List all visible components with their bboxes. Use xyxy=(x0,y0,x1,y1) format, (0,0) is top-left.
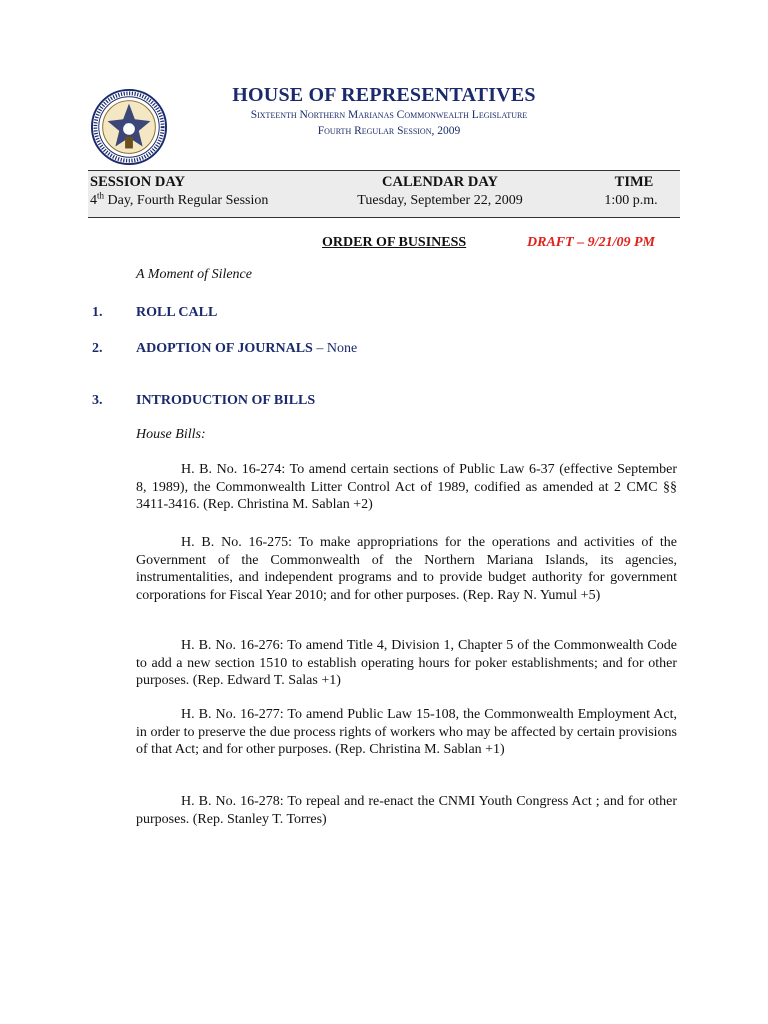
page-title: HOUSE OF REPRESENTATIVES xyxy=(232,84,536,106)
calendar-day-label: CALENDAR DAY xyxy=(382,174,498,190)
draft-stamp: DRAFT – 9/21/09 PM xyxy=(527,235,655,250)
agenda-item-roll-call: 1. ROLL CALL xyxy=(92,305,218,320)
bill-paragraph: H. B. No. 16-275: To make appropriations for the operations and activities of the Government of the Commonwealth of the Northern Mariana Islands, its agencies, instrumentalities, and independent programs and to provide budget authority for government corporations for Fiscal Year 2010; and for other purposes. (Rep. Ray N. Yumul +5) xyxy=(136,535,677,603)
session-info-band xyxy=(88,170,680,218)
session-day-value: 4th Day, Fourth Regular Session xyxy=(90,190,269,208)
session-day-column xyxy=(90,174,268,209)
bill-paragraph: H. B. No. 16-274: To amend certain sections of Public Law 6-37 (effective September 8, 1989), the Commonwealth Litter Control Act of 1989, codified as amended at 2 CMC §§ 3411-3416. (Rep. Christina M. Sablan +2) xyxy=(136,462,677,512)
legislature-subtitle: Sixteenth Northern Marianas Commonwealth Legislature xyxy=(250,109,528,121)
agenda-item-adoption-of-journals: 2. ADOPTION OF JOURNALS – None xyxy=(92,341,358,356)
order-of-business-heading: ORDER OF BUSINESS xyxy=(322,235,467,250)
moment-of-silence: A Moment of Silence xyxy=(136,267,252,282)
house-bills-label: House Bills: xyxy=(136,427,206,442)
session-subtitle: Fourth Regular Session, 2009 xyxy=(317,125,461,137)
agenda-item-introduction-of-bills: 3. INTRODUCTION OF BILLS xyxy=(92,393,316,408)
time-label: TIME xyxy=(614,174,654,190)
calendar-day-value: Tuesday, September 22, 2009 xyxy=(357,193,523,208)
bill-paragraph: H. B. No. 16-276: To amend Title 4, Division 1, Chapter 5 of the Commonwealth Code to add a new section 1510 to establish operating hours for poker establishments; and for other purposes. (Rep. Edward T. Salas +1) xyxy=(136,638,677,688)
time-column xyxy=(594,174,674,209)
calendar-day-column xyxy=(350,174,530,209)
session-day-label: SESSION DAY xyxy=(90,174,185,190)
bill-paragraph: H. B. No. 16-278: To repeal and re-enact the CNMI Youth Congress Act ; and for other purposes. (Rep. Stanley T. Torres) xyxy=(136,794,677,827)
bill-paragraph: H. B. No. 16-277: To amend Public Law 15-108, the Commonwealth Employment Act, in order to preserve the due process rights of workers who may be affected by certain provisions of that Act; and for other purposes. (Rep. Christina M. Sablan +1) xyxy=(136,707,677,757)
time-value: 1:00 p.m. xyxy=(604,193,658,208)
